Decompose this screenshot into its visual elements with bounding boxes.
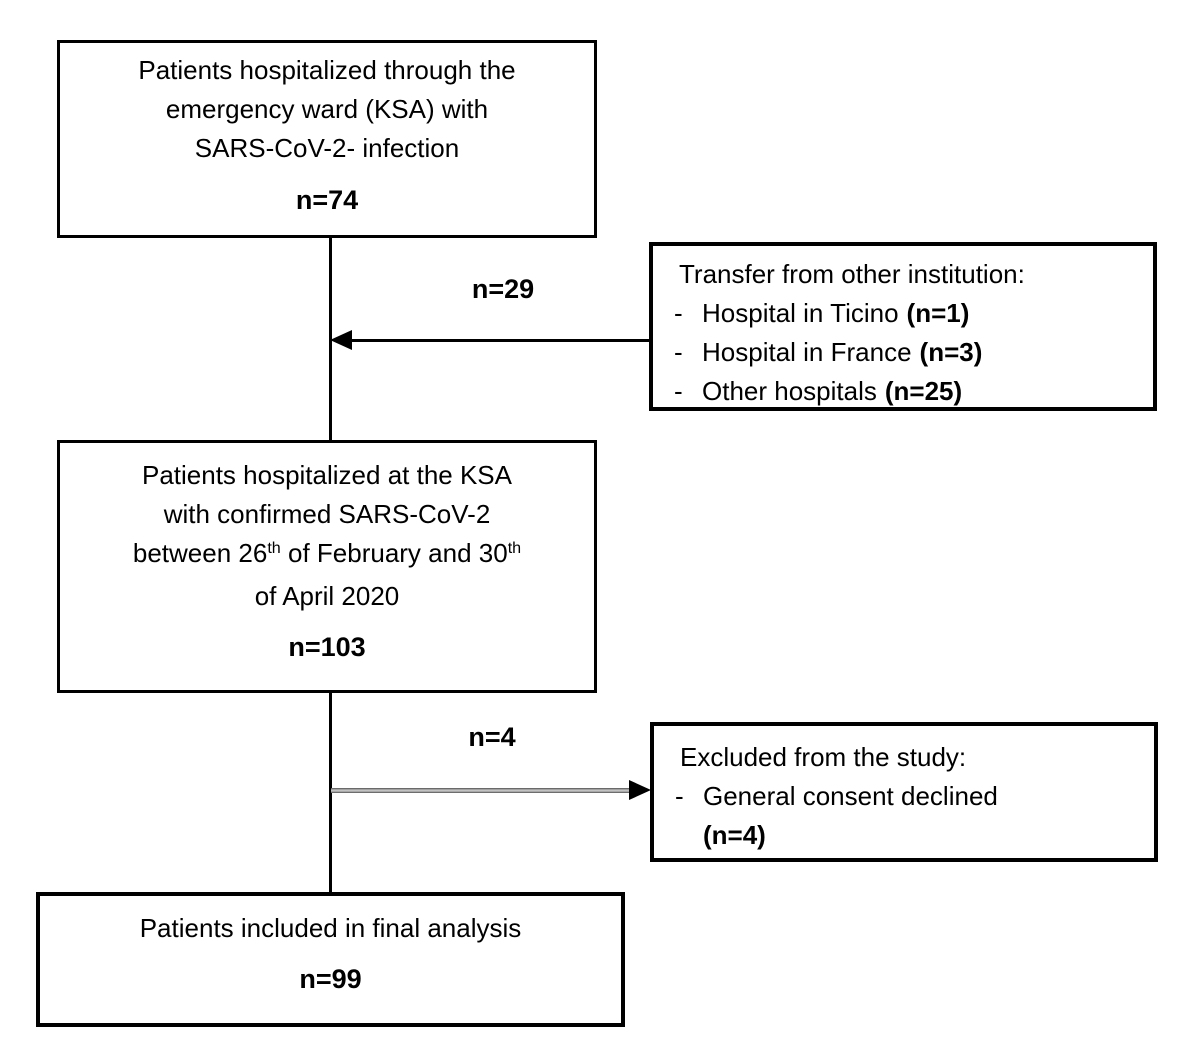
confirmed-cases-count: n=103: [288, 632, 366, 662]
excluded-list-item: [675, 777, 1146, 855]
dash-bullet: -: [674, 337, 683, 367]
dash-bullet: -: [674, 376, 683, 406]
excluded-box: [650, 722, 1158, 862]
emergency-ward-box: [57, 40, 597, 238]
transfer-box-title: Transfer from other institution:: [679, 259, 1025, 289]
excluded-arrow-label: n=4: [468, 722, 516, 752]
transfer-item-count: (n=25): [884, 376, 963, 406]
emergency-ward-box-line: SARS-CoV-2- infection: [194, 133, 460, 163]
final-analysis-box-line: Patients included in final analysis: [139, 913, 522, 943]
transfer-list-item: [674, 333, 1145, 372]
emergency-ward-count: n=74: [295, 185, 359, 215]
dash-bullet: -: [674, 298, 683, 328]
dash-bullet: -: [675, 781, 684, 811]
confirmed-cases-date-line: [60, 534, 594, 577]
transfer-arrow-label: n=29: [471, 274, 535, 304]
final-analysis-count: n=99: [299, 964, 362, 994]
ordinal-superscript: th: [507, 539, 522, 558]
transfer-arrowhead-left-icon: [330, 330, 352, 350]
emergency-ward-box-line: emergency ward (KSA) with: [165, 94, 489, 124]
confirmed-cases-box-line: Patients hospitalized at the KSA: [141, 460, 512, 490]
confirmed-cases-box-line: with confirmed SARS-CoV-2: [163, 499, 491, 529]
final-analysis-box: [36, 892, 625, 1027]
transfer-item-text: Hospital in Ticino: [702, 298, 899, 328]
transfer-item-text: Other hospitals: [702, 376, 877, 406]
excluded-arrow-line: [331, 788, 631, 793]
confirmed-cases-box-line: of April 2020: [254, 581, 400, 611]
transfer-box: [649, 242, 1157, 411]
excluded-item-count: (n=4): [703, 820, 766, 850]
transfer-list-item: [674, 372, 1145, 411]
transfer-item-count: (n=3): [919, 337, 983, 367]
excluded-arrowhead-right-icon: [629, 780, 651, 800]
date-line-part: of February and 30: [280, 538, 508, 568]
confirmed-cases-box: [57, 440, 597, 693]
transfer-list-item: [674, 294, 1145, 333]
ordinal-superscript: th: [267, 539, 281, 558]
transfer-arrow-line: [346, 339, 649, 342]
transfer-item-count: (n=1): [906, 298, 970, 328]
excluded-item-text: General consent declined: [703, 781, 998, 811]
date-line-part: between 26: [132, 538, 268, 568]
excluded-box-title: Excluded from the study:: [680, 742, 967, 772]
emergency-ward-box-line: Patients hospitalized through the: [138, 55, 516, 85]
transfer-item-text: Hospital in France: [702, 337, 912, 367]
